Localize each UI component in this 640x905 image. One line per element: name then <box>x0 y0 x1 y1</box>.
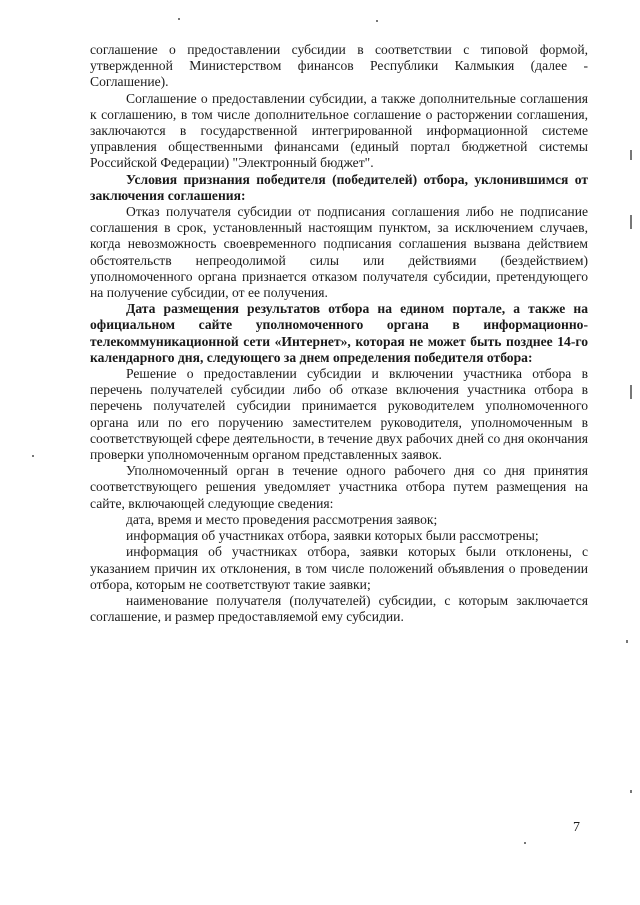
scan-speck <box>178 18 180 20</box>
scan-speck <box>626 640 628 643</box>
scan-speck <box>630 385 632 399</box>
scan-speck <box>630 150 632 160</box>
paragraph-decision: Решение о предоставлении субсидии и включении участника отбора в перечень получателей субсидии либо об отказе включения участника отбора в перечень получателей субсидии принимается руководителем уполномоченного органа или по его поручению заместителем руководителя, уполномоченным в соответствующей сфере деятельности, в течение двух рабочих дней со дня окончания проверки уполномоченным органом представленных заявок. <box>90 366 588 463</box>
list-item-reviewed-participants: информация об участниках отбора, заявки которых были рассмотрены; <box>126 528 539 544</box>
list-item-recipient-name: наименование получателя (получателей) субсидии, с которым заключается соглашение, и размер предоставляемой ему субсидии. <box>90 592 588 625</box>
paragraph-agreement-form: соглашение о предоставлении субсидии в соответствии с типовой формой, утвержденной Министерством финансов Республики Калмыкия (далее - Соглашение). <box>90 42 588 90</box>
scan-speck <box>376 20 378 22</box>
scan-speck <box>630 215 632 229</box>
heading-publication-date: Дата размещения результатов отбора на едином портале, а также на официальном сайте уполномоченного органа в информационно-телекоммуникационной сети «Интернет», которая не может быть позднее 14-го календарного дня, следующего за днем определения победителя отбора: <box>90 301 588 365</box>
scan-speck <box>630 790 632 793</box>
document-body <box>90 42 588 625</box>
heading-evasion-conditions: Условия признания победителя (победителей) отбора, уклонившимся от заключения соглашения: <box>90 171 588 203</box>
scan-speck <box>32 455 34 457</box>
paragraph-electronic-budget: Соглашение о предоставлении субсидии, а также дополнительные соглашения к соглашению, в том числе дополнительное соглашение о расторжении соглашения, заключаются в государственной интегрированной информационной системе управления общественными финансами (единый портал бюджетной системы Российской Федерации) "Электронный бюджет". <box>90 90 588 171</box>
list-item-date-time-place: дата, время и место проведения рассмотрения заявок; <box>126 511 438 527</box>
list-item-rejected-participants: информация об участниках отбора, заявки которых были отклонены, с указанием причин их отклонения, в том числе положений объявления о проведении отбора, которым не соответствуют такие заявки; <box>90 544 588 592</box>
paragraph-refusal: Отказ получателя субсидии от подписания соглашения либо не подписание соглашения в срок, установленный настоящим пунктом, за исключением случаев, когда невозможность своевременного подписания соглашения вызвана действием обстоятельств непреодолимой силы или действиями (бездействием) уполномоченного органа признается отказом получателя субсидии, претендующего на получение субсидии, от ее получения. <box>90 204 588 301</box>
page-number: 7 <box>573 820 580 835</box>
scan-speck <box>524 842 526 844</box>
paragraph-notification: Уполномоченный орган в течение одного рабочего дня со дня принятия соответствующего решения уведомляет участника отбора путем размещения на сайте, включающей следующие сведения: <box>90 463 588 511</box>
